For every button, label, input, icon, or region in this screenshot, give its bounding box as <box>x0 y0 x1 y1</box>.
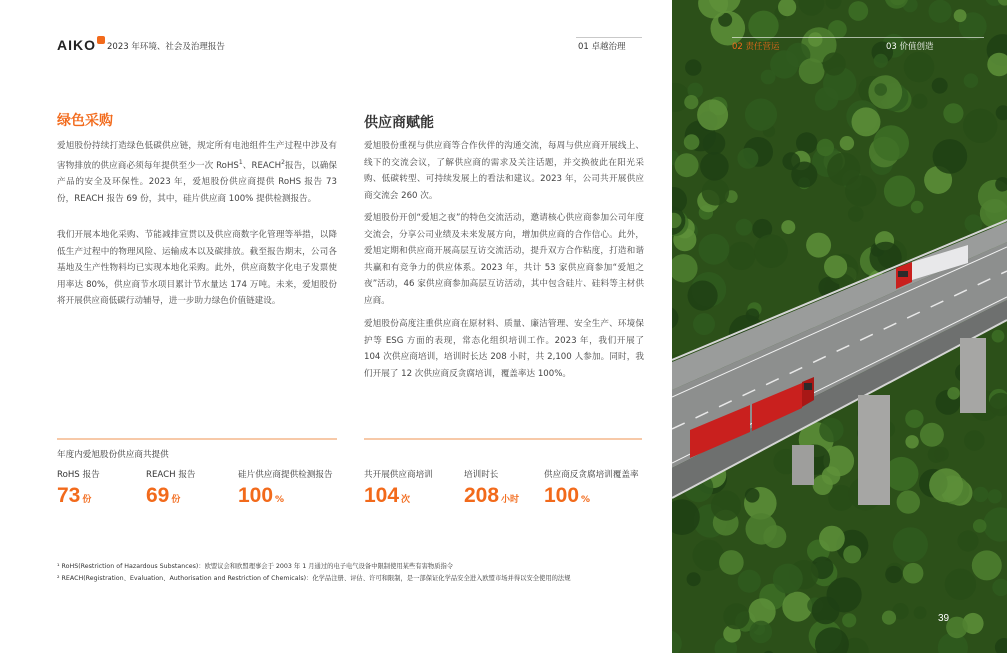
tree-canopy <box>698 234 729 265</box>
tree-canopy <box>848 206 864 222</box>
photo-nav-divider <box>732 37 984 38</box>
footnote-rohs: ¹ RoHS(Restriction of Hazardous Substances)：欧盟议会和欧盟理事会于 2003 年 1 月通过的电子电气设备中限制使用某些有害物质指令 <box>57 563 454 570</box>
stat-value: 208 <box>464 484 500 507</box>
stat-label: REACH 报告 <box>146 470 196 480</box>
tree-canopy <box>688 281 718 311</box>
logo-mark-icon <box>97 36 105 44</box>
stat-label: 培训时长 <box>464 470 499 480</box>
supplier-empowerment-paragraph-3: 爱旭股份高度注重供应商在原材料、质量、廉洁管理、安全生产、环境保护等 ESG 方面的表现，常态化组织培训工作。2023 年，我们开展了 104 次供应商培训，培训时长达 208 小时，共 2,100 人参加。同时，我们开展了 12 次供应商反贪腐培训，覆盖率达 100%。 <box>364 319 644 379</box>
tree-canopy <box>874 54 888 68</box>
tree-canopy <box>719 550 744 575</box>
stat-anticorruption-coverage <box>544 468 639 508</box>
tree-canopy <box>773 564 803 594</box>
tree-canopy <box>905 435 918 448</box>
tree-canopy <box>946 617 968 639</box>
stat-label: 硅片供应商提供检测报告 <box>238 470 333 480</box>
tree-canopy <box>723 603 749 629</box>
tree-canopy <box>963 109 997 143</box>
tree-canopy <box>727 242 755 270</box>
tree-canopy <box>874 83 887 96</box>
tree-canopy <box>781 220 795 234</box>
stats-divider-left <box>57 438 337 440</box>
tree-canopy <box>745 99 777 131</box>
tree-canopy <box>972 550 1002 580</box>
tree-canopy <box>693 313 715 335</box>
tree-canopy <box>824 255 847 278</box>
nav-item-responsible-operations[interactable]: 02 责任营运 <box>732 42 780 52</box>
tree-canopy <box>914 606 927 619</box>
report-title: 2023 年环境、社会及治理报告 <box>107 42 225 52</box>
tree-canopy <box>897 490 920 513</box>
stat-wafer-test-reports <box>238 468 333 508</box>
tree-canopy <box>687 572 701 586</box>
tree-canopy <box>737 148 758 169</box>
tree-canopy <box>964 430 985 451</box>
aiko-logo: AIKO <box>57 37 105 53</box>
tree-canopy <box>697 99 728 130</box>
tree-canopy <box>882 611 896 625</box>
tree-canopy <box>685 59 701 75</box>
footnote-reach: ² REACH(Registration、Evaluation、Authorisation and Restriction of Chemicals)：化学品注册、评估、许可和限制，是一部保证化学品安全进入欧盟市场并得以安全使用的法规 <box>57 575 571 582</box>
tree-canopy <box>791 162 817 188</box>
tree-canopy <box>934 447 948 461</box>
tree-canopy <box>884 176 915 207</box>
tree-canopy <box>700 152 729 181</box>
green-procurement-title: 绿色采购 <box>57 113 113 129</box>
supplier-empowerment-title: 供应商赋能 <box>364 115 434 131</box>
tree-canopy <box>711 491 741 521</box>
stats-caption: 年度内爱旭股份供应商共提供 <box>57 450 169 460</box>
tree-canopy <box>750 621 773 644</box>
tree-canopy <box>904 52 935 83</box>
tree-canopy <box>675 153 699 177</box>
tree-canopy <box>893 527 928 562</box>
tree-canopy <box>822 466 841 485</box>
tree-canopy <box>761 70 776 85</box>
nav-divider <box>576 37 642 38</box>
tree-canopy <box>812 597 840 625</box>
supplier-empowerment-paragraph-2: 爱旭股份开创“爱旭之夜”的特色交流活动，邀请核心供应商参加公司年度交流会，分享公司业绩及未来发展方向，增加供应商的合作信心。此外，爱旭定期和供应商开展高层互访交流活动，提升双方合作粘度，打造和谐共赢和有竞争力的供应体系。2023 年，共计 53 家供应商参加“爱旭之夜”活动，46 家供应商参加高层互访活动，其中包含硅片、硅料等主材供应商。 <box>364 213 644 306</box>
tree-canopy <box>842 613 856 627</box>
tree-canopy <box>911 201 924 214</box>
tree-canopy <box>929 0 952 23</box>
tree-canopy <box>933 139 968 174</box>
tree-canopy <box>964 73 979 88</box>
tree-canopy <box>957 530 978 551</box>
stat-unit: % <box>275 495 285 505</box>
nav-item-value-creation[interactable]: 03 价值创造 <box>886 42 934 52</box>
tree-canopy <box>903 563 924 584</box>
tree-canopy <box>817 139 834 156</box>
tree-canopy <box>808 32 822 46</box>
stat-value: 104 <box>364 484 400 507</box>
tree-canopy <box>745 488 760 503</box>
tree-canopy <box>684 95 698 109</box>
tree-canopy <box>823 52 846 75</box>
tree-canopy <box>799 58 825 84</box>
tree-canopy <box>852 107 881 136</box>
supplier-empowerment-paragraph-1: 爱旭股份重视与供应商等合作伙伴的沟通交流，每周与供应商开展线上、线下的交流会议，了解供应商的需求及关注话题，并交换彼此在阳光采购、低碳转型、可持续发展上的看法和建议。2023 年，公司共开展供应商交流会 260 次。 <box>364 141 644 201</box>
stat-label: RoHS 报告 <box>57 470 100 480</box>
stat-value: 100 <box>238 484 274 507</box>
tree-canopy <box>973 487 988 502</box>
stat-training-hours <box>464 468 519 508</box>
tree-canopy <box>912 94 927 109</box>
tree-canopy <box>932 78 948 94</box>
tree-canopy <box>819 418 843 442</box>
tree-canopy <box>988 489 1002 503</box>
tree-canopy <box>736 219 753 236</box>
tree-canopy <box>873 125 909 161</box>
stats-divider-right <box>364 438 642 440</box>
stat-unit: 份 <box>82 495 92 505</box>
tree-canopy <box>796 132 817 153</box>
tree-canopy <box>848 1 868 21</box>
tree-canopy <box>806 233 831 258</box>
tree-canopy <box>945 569 976 600</box>
tree-canopy <box>943 103 963 123</box>
tree-canopy <box>754 234 788 268</box>
tree-canopy <box>947 387 960 400</box>
stat-unit: 次 <box>401 495 411 505</box>
tree-canopy <box>973 519 987 533</box>
tree-canopy <box>702 178 729 205</box>
tree-canopy <box>965 214 983 232</box>
page-number: 39 <box>938 613 950 624</box>
green-procurement-paragraph-2: 我们开展本地化采购、节能减排宣贯以及供应商数字化管理等举措，以降低生产过程中的物理风险、运输成本以及碳排放。截至报告期末，公司各基地及生产性物料均已实现本地化采购。此外，供应商数字化电子发票使用率达 80%，供应商节水项目累计节水量达 174 万吨。未来，爱旭股份将开展供应商低碳行动辅导，进一步助力绿色价值链建设。 <box>57 230 337 307</box>
stat-unit: 小时 <box>501 495 520 505</box>
tree-canopy <box>827 153 860 186</box>
tree-canopy <box>905 410 923 428</box>
tree-canopy <box>843 545 861 563</box>
tree-canopy <box>693 540 724 571</box>
tree-canopy <box>746 513 777 544</box>
highway-forest-photo <box>672 0 1007 653</box>
stat-unit: % <box>581 495 591 505</box>
tree-canopy <box>885 566 902 583</box>
stat-supplier-trainings <box>364 468 433 508</box>
tree-canopy <box>954 9 967 22</box>
stat-label: 共开展供应商培训 <box>364 470 433 480</box>
stat-unit: 份 <box>171 495 181 505</box>
stat-value: 73 <box>57 484 81 507</box>
tree-canopy <box>684 134 700 150</box>
green-procurement-paragraph-1: 爱旭股份持续打造绿色低碳供应链，规定所有电池组件生产过程中涉及有害物排放的供应商必须每年提供至少一次 RoHS$^1$、REACH$^2$报告，以确保产品的安全及环保性。2023 年，爱旭股份供应商提供 RoHS 报告 73 份，REACH 报告 69 份，其中，硅片供应商 100% 提供检测报告。 <box>57 141 338 204</box>
nav-item-governance[interactable]: 01 卓越治理 <box>578 42 626 52</box>
tree-canopy <box>929 468 963 502</box>
stat-value: 69 <box>146 484 170 507</box>
tree-canopy <box>920 423 944 447</box>
tree-canopy <box>819 526 845 552</box>
stat-rohs-reports <box>57 468 100 508</box>
stat-label: 供应商反贪腐培训覆盖率 <box>544 470 639 480</box>
stat-value: 100 <box>544 484 580 507</box>
stat-reach-reports <box>146 468 196 508</box>
tree-canopy <box>738 570 761 593</box>
tree-canopy <box>840 136 854 150</box>
tree-canopy <box>992 330 1005 343</box>
